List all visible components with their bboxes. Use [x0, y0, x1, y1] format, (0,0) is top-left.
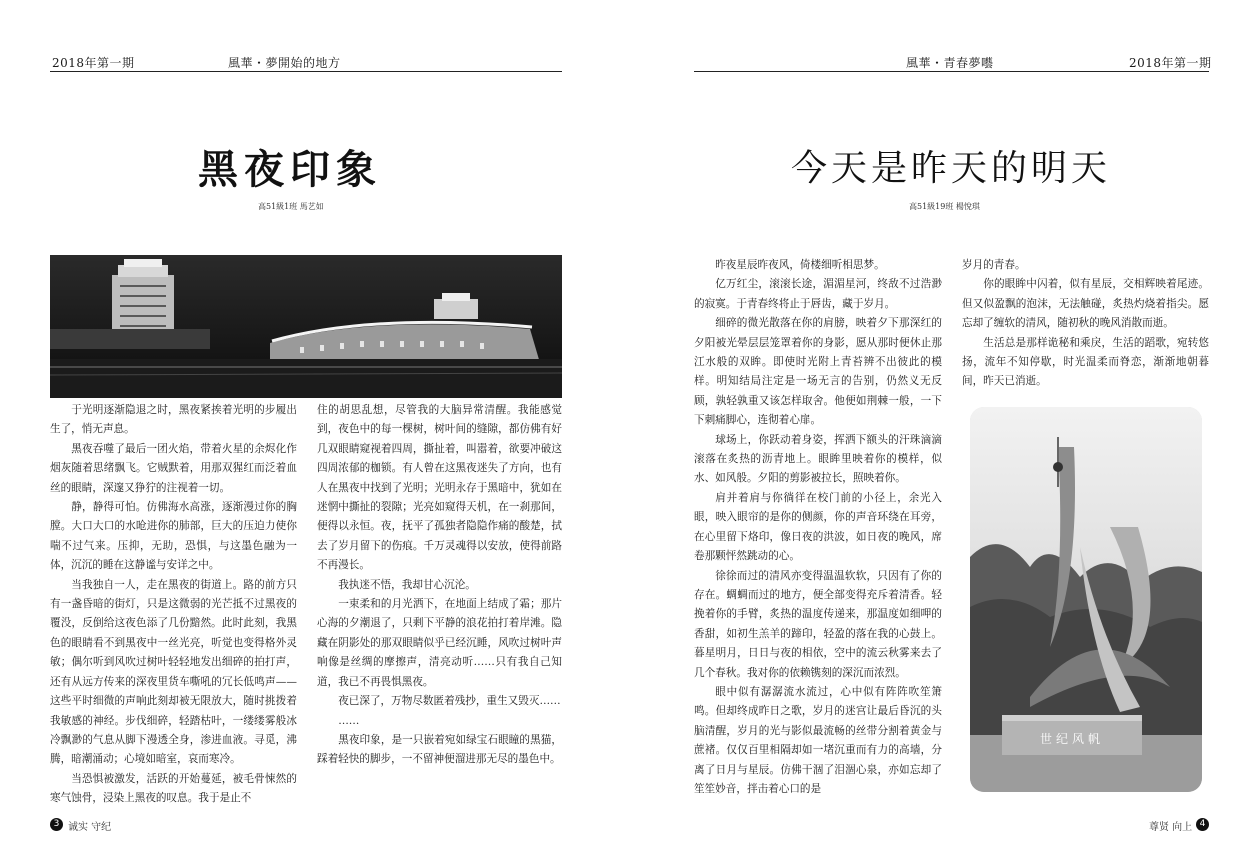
right-article-column-2 [962, 256, 1209, 392]
paragraph: 球场上，你跃动着身姿，挥洒下额头的汗珠滴滴滚落在炙热的沥青地上。眼眸里映着你的模样，似水、如风般。夕阳的剪影被拉长，照映着你。 [694, 433, 942, 485]
page-number: 4 [1196, 818, 1209, 831]
paragraph: 于光明逐渐隐退之时，黑夜紧挨着光明的步履出生了，悄无声息。 [50, 404, 297, 436]
header-rule [694, 71, 1209, 72]
header-section: 風華・夢開始的地方 [228, 56, 341, 70]
paragraph: 徐徐而过的清风亦变得温温软软，只因有了你的存在。蜩蜩而过的地方，便全部变得充斥着清香。轻挽着你的手臂，炙热的温度传递来，那温度如细呷的香甜，如初生羔羊的蹄印，轻盈的落在我的心鼓上。暮星明月，日日与夜的相依，空中的流云秋雾来去了几个春秋。我对你的依赖镌刻的深沉而浓烈。 [694, 569, 942, 679]
sculpture-inscription: 世纪风帆 [1039, 732, 1105, 746]
paragraph: 当我独自一人，走在黑夜的街道上。路的前方只有一盏昏暗的街灯，只是这微弱的光芒抵不过黑夜的覆没，反倒给这夜色添了几份黯然。此时此刻，我黑色的眼睛看不到黑夜中一丝光亮，听觉也变得格外灵敏；偶尔听到风吹过树叶轻轻地发出细碎的拍打声，还有从远方传来的深夜里货车嘶吼的冗长低鸣声——这些平时细微的声响此刻却被无限放大，随时挑拨着我敏感的神经。步伐细碎，轻踏枯叶，一缕缕雾般冰冷飘渺的气息从脚下漫透全身，渗进血液。寻觅，沸腾，暗潮涌动；心境如暗室，哀而寒冷。 [50, 578, 297, 766]
footer-motto: 尊贤 向上 [1149, 822, 1193, 833]
article-title: 黑夜印象 [198, 147, 382, 193]
paragraph: 我执迷不悟，我却甘心沉沦。 [338, 578, 476, 591]
paragraph: 黑夜吞噬了最后一团火焰，带着火星的余烬化作烟灰随着思绪飘飞。它贼默着，用那双猩红而泛着血丝的眼睛，深邃又狰狞的注视着一切。 [50, 442, 297, 494]
footer-motto: 诚实 守纪 [68, 822, 112, 833]
paragraph: 一束柔和的月光洒下，在地面上结成了霜；那片心海的夕潮退了，只剩下平静的浪花拍打着岸滩。隐藏在阴影处的那双眼睛似乎已经沉睡，风吹过树叶声响像是丝绸的摩擦声，清亮动听……只有我自己知道，我已不再畏惧黑夜。 [317, 598, 562, 688]
paragraph: 夜已深了，万物尽数匿着残抄，重生又毁灭…… [338, 695, 561, 708]
article-byline: 高51級1班 馬艺如 [258, 202, 324, 211]
paragraph: 亿万红尘，滚滚长途，湄湄星河，终敌不过浩渺的寂寞。于青春终将止于唇齿，藏于岁月。 [694, 278, 942, 310]
article-byline: 高51級19班 楊悅琪 [909, 202, 980, 211]
paragraph: …… [338, 714, 360, 727]
night-campus-photo [50, 255, 562, 398]
article-title: 今天是昨天的明天 [791, 148, 1112, 189]
paragraph: 昨夜星辰昨夜风，倚楼细听相思梦。 [715, 259, 885, 271]
paragraph: 静，静得可怕。仿佛海水高涨，逐渐漫过你的胸膛。大口大口的水呛进你的肺部，巨大的压迫力使你喘不过气来。压抑，无助，恐惧，与这墨色融为一体，沉沉的睡在这静谧与安详之中。 [50, 501, 297, 572]
page-number: 3 [50, 818, 63, 831]
paragraph: 肩并着肩与你徜徉在校门前的小径上，余光入眼，映入眼帘的是你的侧颜，你的声音环绕在耳旁，在心里留下烙印，像日夜的洪波，如日夜的晚风，席卷那颗怦然跳动的心。 [694, 491, 942, 563]
header-section: 風華・青春夢囈 [906, 56, 994, 70]
header-rule [50, 71, 562, 72]
sculpture-illustration [970, 407, 1202, 792]
right-article-column-1 [694, 256, 942, 799]
header-issue: 2018年第一期 [1129, 56, 1212, 70]
paragraph: 你的眼眸中闪着，似有星辰，交相辉映着尾迹。但又似盈飘的泡沫，无法触碰，炙热灼烧着指尖。愿忘却了缠软的清风，随初秋的晚风消散而逝。 [962, 278, 1209, 330]
paragraph: 岁月的青春。 [962, 259, 1026, 271]
sculpture-photo [970, 407, 1202, 792]
left-article-column-1 [50, 401, 297, 809]
header-issue: 2018年第一期 [52, 56, 135, 70]
paragraph: 细碎的微光散落在你的肩膀，映着夕下那深红的夕阳被光晕层层笼罩着你的身影，愿从那时便休止那江水般的双眸。即使时光附上青苔辨不出彼此的模样。明知结局注定是一场无言的告别，仍然义无反顾，孰轻孰重又该怎样取舍。他便如荆棘一般，一下下刺痛脚心，连彻着心扉。 [694, 317, 942, 427]
left-article-column-2 [317, 401, 562, 770]
right-page [629, 0, 1258, 860]
paragraph: 住的胡思乱想，尽管我的大脑异常清醒。我能感觉到，夜色中的每一棵树，树叶间的缝隙，都仿佛有好几双眼睛窥视着四周，撕扯着，叫嚣着，欲要冲破这四周浓郁的枷锁。有人曾在这黑夜迷失了方向，也有人在黑夜中找到了光明；光明永存于黑暗中，犹如在迷惘中撕扯的裂隙；光亮如窥得天机，在一刹那间，便得以永恒。夜，抚平了孤独者隐隐作痛的酸楚，拭去了岁月留下的伤痕。千万灵魂得以安放，使得前路不再漫长。 [317, 404, 562, 572]
paragraph: 黑夜印象，是一只嵌着宛如绿宝石眼瞳的黑猫，踩着轻快的脚步，一不留神便溜进那无尽的墨色中。 [317, 733, 562, 766]
paragraph: 生活总是那样诡秘和乘戾，生活的蹈歌，宛转悠扬，流年不知停歇，时光温柔而脊恋，渐渐地朝暮间，昨天已消逝。 [962, 336, 1209, 388]
paragraph: 眼中似有潺潺流水流过，心中似有阵阵吹笙箫鸣。但却终成昨日之歌，岁月的迷宫让最后昏沉的头脑清醒，岁月的光与影似最流畅的丝带分割着黄金与蔗褚。仅仅百里相隔却如一堵沉重而有力的高墙，分离了日月与星辰。仿佛干涸了泪涸心泉，亦如忘却了笙笙妙音，拌击着心口的是 [694, 685, 942, 795]
night-campus-illustration [50, 255, 562, 398]
paragraph: 当恐惧被激发，活跃的开始蔓延，被毛骨悚然的寒气蚀骨，浸染上黑夜的叹息。我于是止不 [50, 772, 297, 805]
